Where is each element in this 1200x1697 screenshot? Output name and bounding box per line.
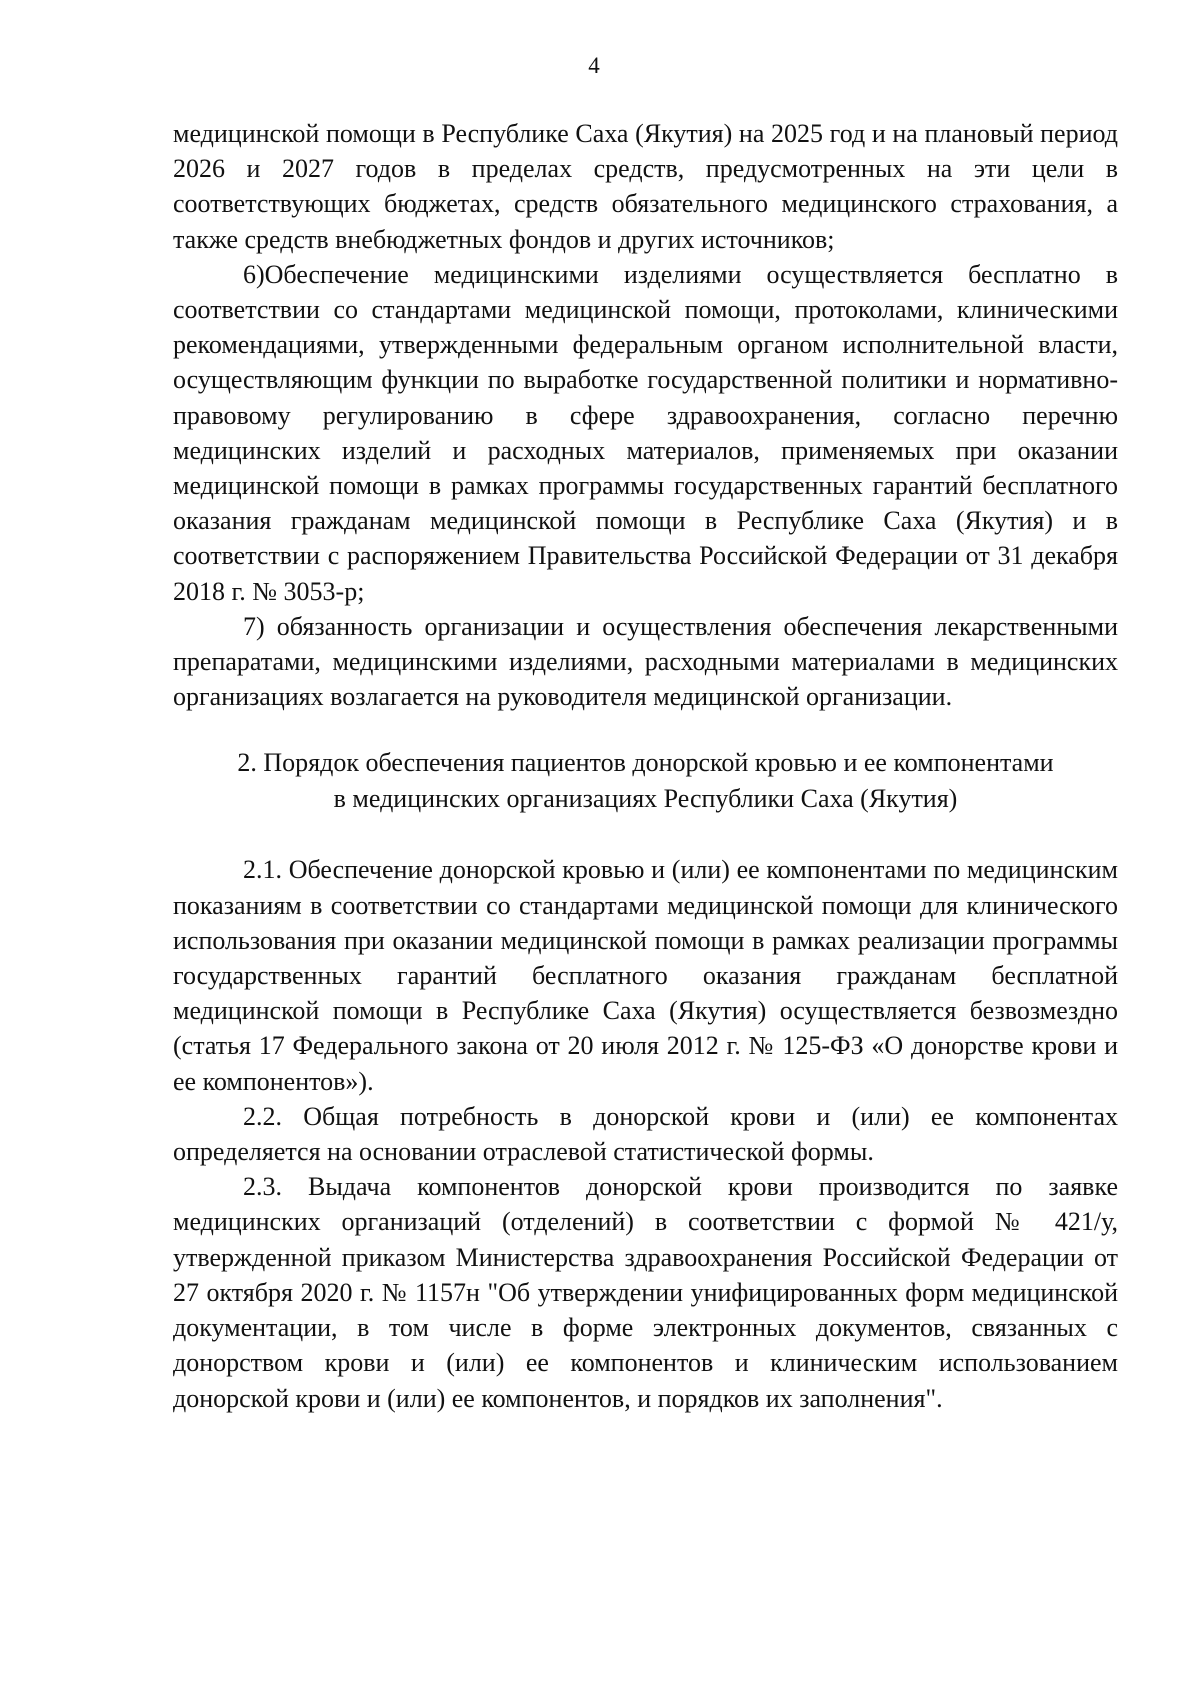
section-heading-line-1: 2. Порядок обеспечения пациентов донорской кровью и ее компонентами [237, 748, 1054, 778]
paragraph-continuation: медицинской помощи в Республике Саха (Якутия) на 2025 год и на плановый период 2026 и 2027 годов в пределах средств, предусмотренных на эти цели в соответствующих бюджетах, средств обязательного медицинского страхования, а также средств внебюджетных фондов и других источников; [173, 119, 1118, 254]
section-heading-line-2: в медицинских организациях Республики Саха (Якутия) [333, 784, 958, 814]
paragraph-2-2: 2.2. Общая потребность в донорской крови и (или) ее компонентах определяется на основании отраслевой статистической формы. [173, 1101, 1118, 1167]
paragraph-2-1: 2.1. Обеспечение донорской кровью и (или) ее компонентами по медицинским показаниям в соответствии со стандартами медицинской помощи для клинического использования при оказании медицинской помощи в рамках реализации программы государственных гарантий бесплатного оказания гражданам бесплатной медицинской помощи в Республике Саха (Якутия) осуществляется безвозмездно (статья 17 Федерального закона от 20 июля 2012 г. № 125-ФЗ «О донорстве крови и ее компонентов»). [173, 855, 1118, 1096]
document-body [173, 116, 1118, 1416]
section-heading [173, 745, 1118, 817]
paragraph-2-3: 2.3. Выдача компонентов донорской крови производится по заявке медицинских организаций (отделений) в соответствии с формой № 421/у, утвержденной приказом Министерства здравоохранения Российской Федерации от 27 октября 2020 г. № 1157н "Об утверждении унифицированных форм медицинской документации, в том числе в форме электронных документов, связанных с донорством крови и (или) ее компонентов и клиническим использованием донорской крови и (или) ее компонентов, и порядков их заполнения". [173, 1172, 1118, 1413]
paragraph-item-7: 7) обязанность организации и осуществления обеспечения лекарственными препаратами, медицинскими изделиями, расходными материалами в медицинских организациях возлагается на руководителя медицинской организации. [173, 611, 1118, 712]
paragraph-item-6: 6)Обеспечение медицинскими изделиями осуществляется бесплатно в соответствии со стандартами медицинской помощи, протоколами, клиническими рекомендациями, утвержденными федеральным органом исполнительной власти, осуществляющим функции по выработке государственной политики и нормативно-правовому регулированию в сфере здравоохранения, согласно перечню медицинских изделий и расходных материалов, применяемых при оказании медицинской помощи в рамках программы государственных гарантий бесплатного оказания гражданам медицинской помощи в Республике Саха (Якутия) и в соответствии с распоряжением Правительства Российской Федерации от 31 декабря 2018 г. № 3053-р; [173, 259, 1118, 606]
page-number: 4 [588, 53, 600, 78]
spacer [173, 817, 1118, 852]
